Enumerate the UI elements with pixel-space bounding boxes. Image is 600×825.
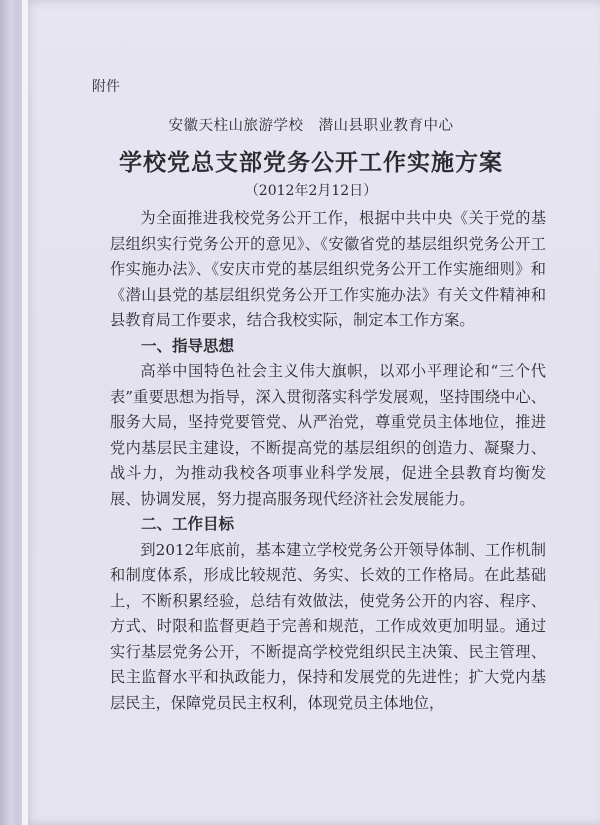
section-paragraph-work-goals: 到2012年底前，基本建立学校党务公开领导体制、工作机制和制度体系，形成比较规范、务实、长效的工作格局。在此基础上，不断积累经验，总结有效做法，使党务公开的内容、程序、方式、时限和监督更趋于完善和规范，工作成效更加明显。通过实行基层党务公开，不断提高学校党组织民主决策、民主管理、民主监督水平和执政能力，保持和发展党的先进性；扩大党内基层民主，保障党员民主权利，体现党员主体地位， <box>110 540 546 712</box>
document-page <box>22 0 600 825</box>
section-paragraph-guiding-ideology: 高举中国特色社会主义伟大旗帜，以邓小平理论和“三个代表”重要思想为指导，深入贯彻落实科学发展观，坚持围绕中心、服务大局，坚持党要管党、从严治党，尊重党员主体地位，推进党内基层民主建设，不断提高党的基层组织的创造力、凝聚力、战斗力，为推动我校各项事业科学发展，促进全县教育均衡发展、协调发展，努力提高服务现代经济社会发展能力。 <box>110 362 546 508</box>
scan-binding-edge <box>0 0 18 825</box>
document-content <box>22 0 600 825</box>
attachment-label: 附件 <box>92 79 120 95</box>
section-heading-guiding-ideology: 一、指导思想 <box>141 336 235 355</box>
document-date: （2012年2月12日） <box>244 183 378 199</box>
organization-name: 安徽天柱山旅游学校 潜山县职业教育中心 <box>168 118 454 134</box>
document-body <box>110 206 546 716</box>
section-heading-work-goals: 二、工作目标 <box>141 515 235 533</box>
document-title: 学校党总支部党务公开工作实施方案 <box>119 149 503 176</box>
intro-paragraph: 为全面推进我校党务公开工作，根据中共中央《关于党的基层组织实行党务公开的意见》、《安徽省党的基层组织党务公开工作实施办法》、《安庆市党的基层组织党务公开工作实施细则》和《潜山县党的基层组织党务公开工作实施办法》有关文件精神和县教育局工作要求，结合我校实际，制定本工作方案。 <box>110 209 546 329</box>
